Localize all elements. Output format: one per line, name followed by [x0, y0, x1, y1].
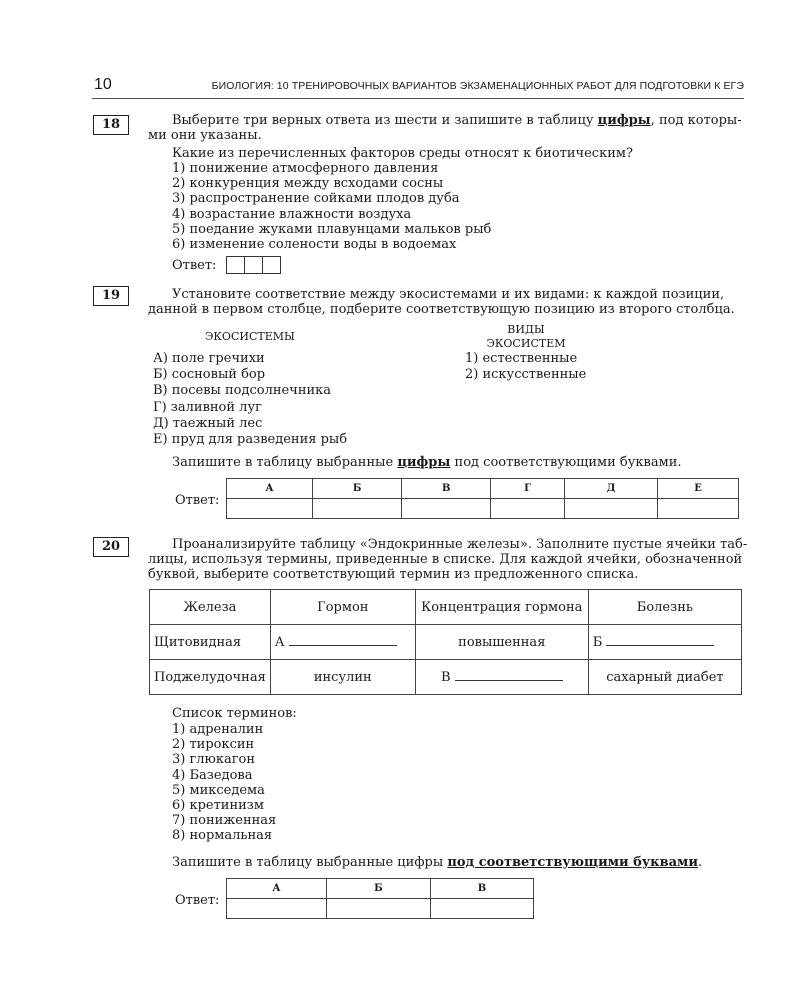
q18-intro — [148, 113, 744, 143]
table-cell: повышенная — [415, 625, 588, 660]
answer-cell[interactable] — [244, 256, 263, 274]
term-item: 7) пониженная — [172, 813, 277, 829]
answer-column-header: В — [402, 479, 491, 499]
answer-cell[interactable] — [226, 256, 245, 274]
blank-letter: Б — [592, 634, 603, 650]
table-header-row — [150, 590, 742, 625]
term-item: 4) Базедова — [172, 767, 253, 783]
q18-option: 2) конкуренция между всходами сосны — [172, 176, 444, 192]
question-number-18: 18 — [93, 115, 129, 135]
fill-in-line[interactable] — [289, 635, 397, 646]
answer-cell[interactable] — [227, 899, 327, 919]
q18-intro-text-end: , под которы- — [650, 113, 742, 128]
answer-column-header: Б — [312, 479, 402, 499]
q19-left-item: Е) пруд для разведения рыб — [153, 432, 348, 448]
q19-answer-table — [226, 478, 739, 519]
answer-column-header: А — [227, 479, 313, 499]
q19-col2-header-line2: ЭКОСИСТЕМ — [486, 337, 566, 350]
q19-instruction — [172, 455, 682, 470]
q19-answer-label: Ответ: — [175, 493, 220, 508]
answer-cell[interactable] — [658, 499, 739, 519]
q20-instruction-emphasis: под соответствующими буквами — [447, 855, 698, 870]
answer-column-header: Г — [491, 479, 565, 499]
q19-col2-header — [478, 323, 574, 351]
answer-cell[interactable] — [430, 899, 533, 919]
table-cell: инсулин — [270, 660, 415, 695]
fill-in-line[interactable] — [606, 635, 714, 646]
q20-intro-line3: буквой, выберите соответствующий термин из предложенного списка. — [148, 567, 639, 583]
q19-intro-line2: данной в первом столбце, подберите соответствующую позицию из второго столбца. — [148, 302, 735, 318]
table-row — [150, 625, 742, 660]
answer-column-header: Е — [658, 479, 739, 499]
q19-col2-header-line1: ВИДЫ — [507, 323, 545, 336]
answer-cell[interactable] — [565, 499, 658, 519]
q18-option: 1) понижение атмосферного давления — [172, 161, 439, 176]
q18-intro-emphasis: цифры — [597, 113, 651, 128]
q19-right-item: 1) естественные — [465, 351, 578, 366]
q19-instruction-emphasis: цифры — [397, 455, 451, 470]
q18-option: 6) изменение солености воды в водоемах — [172, 237, 457, 253]
table-header: Концентрация гормона — [415, 590, 588, 625]
answer-column-header: В — [430, 879, 533, 899]
q20-intro-line1: Проанализируйте таблицу «Эндокринные железы». Заполните пустые ячейки таб- — [172, 537, 748, 552]
q19-right-items — [465, 351, 586, 383]
term-item: 6) кретинизм — [172, 798, 265, 814]
q19-intro-line1: Установите соответствие между экосистемами и их видами: к каждой позиции, — [172, 287, 725, 302]
q19-right-item: 2) искусственные — [465, 367, 587, 383]
q19-col1-header: ЭКОСИСТЕМЫ — [205, 330, 295, 343]
table-cell-blank-b[interactable] — [588, 625, 741, 660]
question-number-19: 19 — [93, 286, 129, 306]
q20-instruction-text-end: . — [697, 855, 703, 870]
table-row — [150, 660, 742, 695]
answer-input-row — [227, 899, 534, 919]
q18-answer-label: Ответ: — [172, 258, 217, 273]
q18-intro-text: Выберите три верных ответа из шести и запишите в таблицу — [172, 113, 598, 128]
answer-header-row — [227, 479, 739, 499]
endocrine-table — [149, 589, 742, 695]
q18-option: 5) поедание жуками плавунцами мальков рыб — [172, 221, 492, 237]
header-divider — [92, 98, 744, 99]
answer-column-header: Д — [565, 479, 658, 499]
q19-left-items — [153, 351, 347, 448]
answer-cell[interactable] — [491, 499, 565, 519]
page-number: 10 — [94, 76, 112, 93]
blank-letter: В — [441, 669, 451, 685]
answer-cell[interactable] — [312, 499, 402, 519]
answer-input-row — [227, 499, 739, 519]
q20-answer-label: Ответ: — [175, 893, 220, 908]
fill-in-line[interactable] — [455, 670, 563, 681]
q19-intro — [148, 287, 744, 317]
q19-left-item: В) посевы подсолнечника — [153, 383, 332, 399]
running-title: БИОЛОГИЯ: 10 ТРЕНИРОВОЧНЫХ ВАРИАНТОВ ЭКЗАМЕНАЦИОННЫХ РАБОТ ДЛЯ ПОДГОТОВКИ К ЕГЭ — [211, 80, 744, 92]
question-number-20: 20 — [93, 537, 129, 557]
terms-list — [172, 722, 276, 844]
table-cell-blank-a[interactable] — [270, 625, 415, 660]
q18-option: 3) распространение сойками плодов дуба — [172, 191, 460, 207]
answer-column-header: Б — [326, 879, 430, 899]
table-header: Железа — [150, 590, 271, 625]
terms-title: Список терминов: — [172, 706, 297, 721]
q18-answer-boxes — [227, 256, 281, 274]
q19-left-item: Б) сосновый бор — [153, 367, 266, 383]
answer-cell[interactable] — [262, 256, 281, 274]
term-item: 3) глюкагон — [172, 752, 256, 768]
q19-instruction-text: Запишите в таблицу выбранные — [172, 455, 398, 470]
answer-header-row — [227, 879, 534, 899]
table-cell: Поджелудочная — [150, 660, 271, 695]
q20-intro — [148, 537, 748, 583]
answer-cell[interactable] — [227, 499, 313, 519]
table-cell: Щитовидная — [150, 625, 271, 660]
term-item: 8) нормальная — [172, 828, 273, 844]
table-header: Болезнь — [588, 590, 741, 625]
q19-instruction-text-end: под соответствующими буквами. — [450, 455, 682, 470]
term-item: 2) тироксин — [172, 737, 255, 753]
q20-instruction-text: Запишите в таблицу выбранные цифры — [172, 855, 448, 870]
q19-left-item: Г) заливной луг — [153, 399, 262, 415]
blank-letter: А — [274, 634, 285, 650]
term-item: 5) микседема — [172, 782, 265, 798]
q19-left-item: Д) таежный лес — [153, 415, 263, 431]
q20-answer-table — [226, 878, 534, 919]
table-cell: сахарный диабет — [588, 660, 741, 695]
table-header: Гормон — [270, 590, 415, 625]
q20-intro-line2: лицы, используя термины, приведенные в списке. Для каждой ячейки, обозначенной — [148, 552, 743, 568]
table-cell-blank-v[interactable] — [415, 660, 588, 695]
q18-option: 4) возрастание влажности воздуха — [172, 206, 412, 222]
answer-column-header: А — [227, 879, 327, 899]
answer-cell[interactable] — [326, 899, 430, 919]
q19-left-item: А) поле гречихи — [153, 351, 265, 366]
q18-options — [172, 161, 491, 252]
q20-instruction — [172, 855, 702, 870]
answer-cell[interactable] — [402, 499, 491, 519]
q18-question: Какие из перечисленных факторов среды относят к биотическим? — [172, 146, 633, 161]
term-item: 1) адреналин — [172, 722, 264, 737]
q18-intro-line2: ми они указаны. — [148, 128, 262, 144]
